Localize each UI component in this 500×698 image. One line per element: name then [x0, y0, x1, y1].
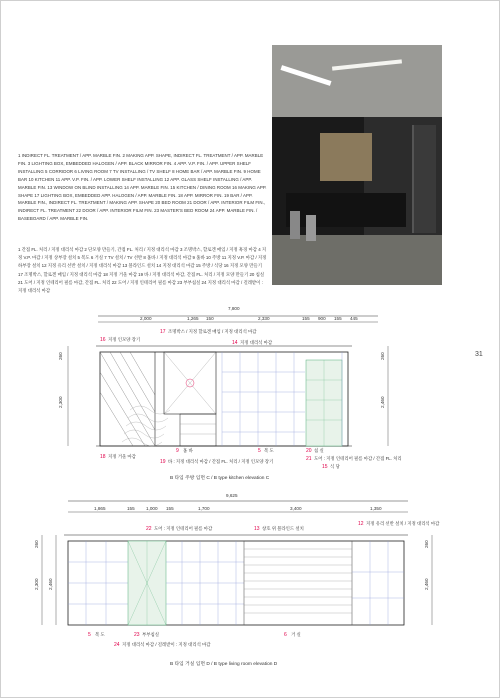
elev-d-dim-1: 1,865: [94, 506, 106, 511]
elev-c-note-17: 조명박스 / 지정 할로겐 매입 / 지정 대리석 마감: [168, 329, 257, 334]
elev-d-right-h2: 2,460: [424, 578, 429, 590]
elev-d-dim-7: 1,350: [370, 506, 382, 511]
elev-d-note-6: 거 실: [291, 632, 301, 637]
elev-c-note-5: 복 도: [264, 448, 274, 453]
elev-c-dim-2: 1,265: [187, 316, 199, 321]
elev-c-dim-4: 2,330: [258, 316, 270, 321]
elev-c-dim-6: 900: [318, 316, 326, 321]
legend-english: 1 INDIRECT FL. TREATMENT / APP. MARBLE FIN. 2 MAKING APP. SHAPE, INDIRECT FL. TREATMENT / APP. MARBLE FIN. 3 LIGHTING BOX, EMBEDDED HALOGEN / APP. BLACK MIRROR FIN. 4 APP. V.P. FIN. / APP. UPPER SHELF INSTALLING 5 CORRIDOR 6 LIVING ROOM 7 TV INSTALLING / TV SHELF 8 HOME BAR / APP. MARBLE FIN. 9 HOME BAR 10 KITCHEN 11 APP. V.P. FIN. / APP. LOWER SHELF INSTALLING 12 APP. GLASS SHELF INSTALLING / APP. MARBLE FIN. 13 WINDOW ON BLIND INSTALLING 14 APP. MARBLE FIN. 15 KITCHEN / DINING ROOM 16 MAKING APP. SHAPE 17 LIGHTING BOX, EMBEDDED APP. HALOGEN / APP. MARBLE FIN. 18 APP. MIRROR FIN. 19 BAR / APP. MARBLE FIN., INDIRECT FL. TREATMENT / MAKING APP. SHAPE 20 BED ROOM 21 DOOR / APP. INTERIOR FILM FIN., INDIRECT FL. TREATMENT 22 DOOR / APP. INTERIOR FILM FIN. 23 MASTER'S BED ROOM 24 APP. MARBLE FIN. / BASEBOARD / APP. MARBLE FIN.: [18, 153, 267, 222]
elev-c-right-h2: 2,460: [380, 396, 385, 408]
elev-c-note-15: 식 당: [330, 464, 340, 469]
elev-c-note-5-num: 5: [258, 448, 261, 454]
page-number: 31: [475, 351, 483, 358]
elev-c-dim-3: 150: [206, 316, 214, 321]
elev-d-note-12: 지정 유리 선반 설치 / 지정 대리석 마감: [366, 521, 440, 526]
elev-c-note-16: 지정 인모양 장기: [108, 337, 141, 342]
elev-c-dim-5: 155: [302, 316, 310, 321]
elev-d-dim-5: 1,700: [198, 506, 210, 511]
elev-c-dim-1: 2,000: [140, 316, 152, 321]
elev-c-right-h1: 260: [380, 352, 385, 360]
elev-c-left-h2: 2,300: [58, 396, 63, 408]
elevation-c: [58, 306, 402, 470]
elev-d-note-5: 복 도: [95, 632, 105, 637]
elev-d-note-22: 도어 : 지정 인테리어 필름 마감: [154, 526, 213, 531]
elev-d-note-23: 부부침실: [142, 632, 159, 637]
elev-c-total-dim: 7,800: [228, 306, 240, 311]
elev-d-note-22-num: 22: [146, 526, 152, 532]
elev-c-note-19: 바 : 지정 대리석 마감 / 간접 FL. 처리 / 지정 인모양 장기: [168, 459, 274, 464]
elev-c-note-18-num: 18: [100, 454, 106, 460]
elev-d-note-6-num: 6: [284, 632, 287, 638]
elev-d-note-24: 지정 대리석 마감 / 걸레받이 : 지정 대리석 마감: [122, 642, 211, 647]
elev-d-dim-2: 155: [127, 506, 135, 511]
elev-d-right-h1: 260: [424, 540, 429, 548]
elev-c-note-17-num: 17: [160, 329, 166, 335]
elevation-d-title: B 타입 거실 입면 D / B type living room elevation D: [170, 662, 278, 667]
elev-c-dim-7: 155: [334, 316, 342, 321]
elev-c-note-9-num: 9: [176, 448, 179, 454]
elev-c-dim-8: 445: [350, 316, 358, 321]
elev-c-note-9: 홈 바: [183, 448, 193, 453]
elev-d-note-5-num: 5: [88, 632, 91, 638]
elev-c-note-14: 지정 대리석 마감: [240, 340, 273, 345]
elev-d-note-13: 창호 위 블라인드 설치: [262, 526, 304, 531]
elev-d-note-13-num: 13: [254, 526, 260, 532]
elev-c-left-h1: 260: [58, 352, 63, 360]
elev-d-dim-4: 155: [166, 506, 174, 511]
elev-d-note-12-num: 12: [358, 521, 364, 527]
elevation-d: [34, 493, 440, 648]
elev-d-total-dim: 9,625: [226, 493, 238, 498]
elev-c-note-18: 지정 거울 마감: [108, 454, 136, 459]
elev-d-left-h3: 2,460: [48, 578, 53, 590]
elev-c-note-21: 도어 : 지정 인테리어 필름 마감 / 간접 FL. 처리: [314, 456, 402, 461]
elev-d-left-h1: 260: [34, 540, 39, 548]
elev-c-note-15-num: 15: [322, 464, 328, 470]
elev-d-dim-3: 1,000: [146, 506, 158, 511]
elev-d-dim-6: 3,400: [290, 506, 302, 511]
elev-c-note-16-num: 16: [100, 337, 106, 343]
elev-d-note-23-num: 23: [134, 632, 140, 638]
elev-c-note-19-num: 19: [160, 459, 166, 465]
elev-c-note-20: 침 실: [314, 448, 324, 453]
elevation-c-title: B 타입 주방 입면 C / B type kitchen elevation C: [170, 476, 270, 481]
elev-c-note-21-num: 21: [306, 456, 312, 462]
legend-korean: 1 간접 FL. 처리 / 지정 대리석 마감 2 단모양 만들기, 간접 FL. 처리 / 지정 대리석 마감 3 조명박스, 할로겐 매입 / 지정 흑경 마감 4 지정 V.P. 마감 / 지정 상부장 설치 5 복도 6 거실 7 TV 설치 / TV 선반 8 홈바 / 지정 대리석 마감 9 홈바 10 주방 11 지정 V.P. 마감 / 지정 하부장 설치 12 지정 유리 선반 설치 / 지정 대리석 마감 13 블라인드 설치 14 지정 대리석 마감 15 주방 / 식당 16 지정 모양 만들기 17 조명박스, 할로겐 매입 / 지정 대리석 마감 18 지정 거울 마감 19 바 / 지정 대리석 마감, 간접 FL. 처리 / 지정 모양 만들기 20 침실 21 도어 / 지정 인테리어 필름 마감, 간접 FL. 처리 22 도어 / 지정 인테리어 필름 마감 23 부부침실 24 지정 대리석 마감 / 걸레받이 : 지정 대리석 마감: [18, 247, 267, 294]
elev-c-note-14-num: 14: [232, 340, 238, 346]
elev-c-note-20-num: 20: [306, 448, 312, 454]
elev-d-left-h2: 2,300: [34, 578, 39, 590]
elev-d-note-24-num: 24: [114, 642, 120, 648]
